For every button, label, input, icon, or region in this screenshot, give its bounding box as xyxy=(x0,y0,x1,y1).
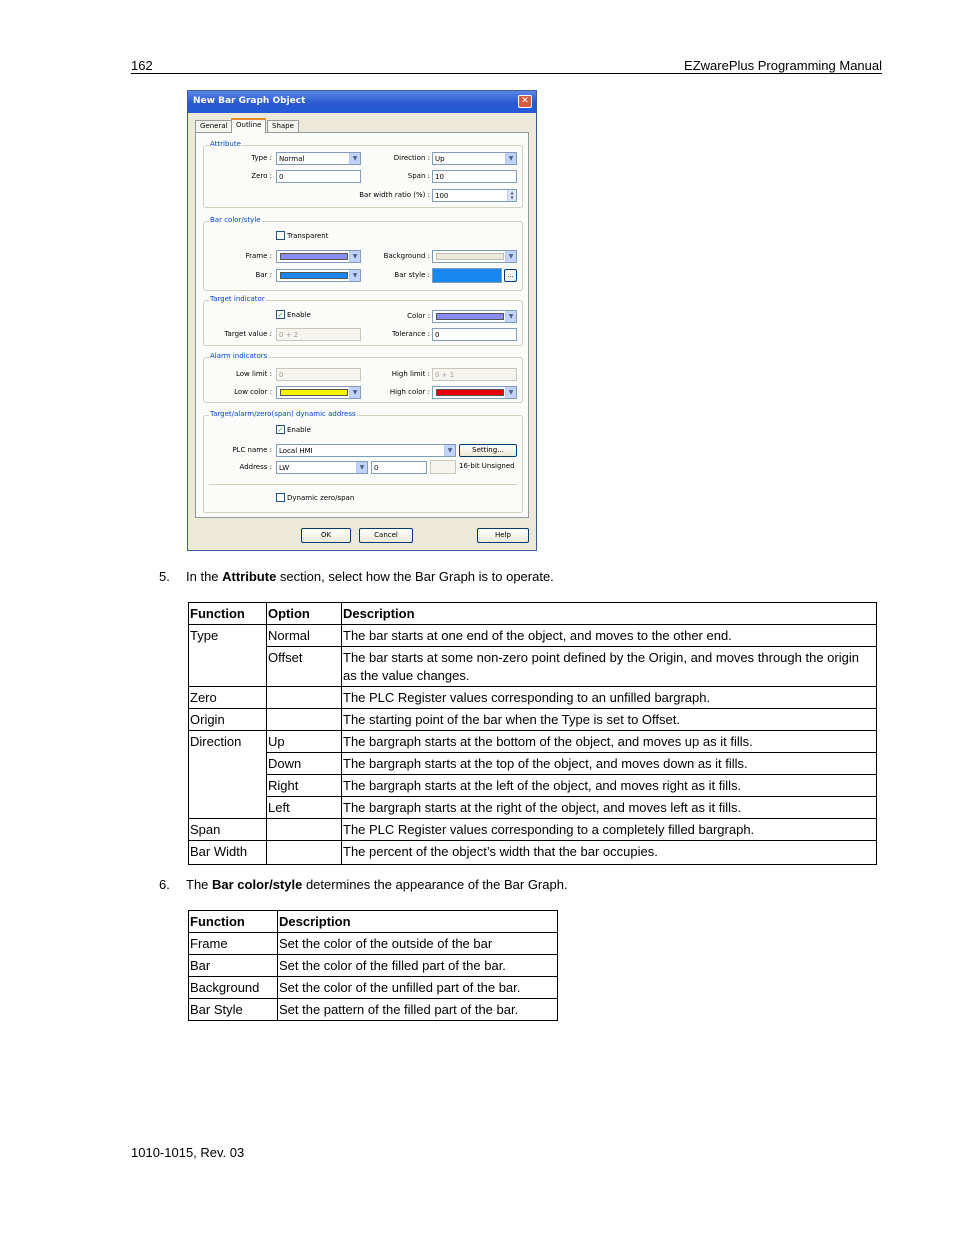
table-cell: Bar Width xyxy=(189,841,267,865)
table-cell: The bargraph starts at the bottom of the object, and moves up as it fills. xyxy=(342,731,877,753)
tolerance-input[interactable]: 0 xyxy=(432,328,517,341)
bar-style-label: Bar style : xyxy=(394,271,430,279)
dynamic-enable-label: Enable xyxy=(287,426,311,434)
table-cell: Type xyxy=(189,625,267,647)
table-cell: Set the pattern of the filled part of the bar. xyxy=(278,999,558,1021)
table-cell: The bar starts at some non-zero point defined by the Origin, and moves through the origin as the value changes. xyxy=(342,647,877,687)
table-cell: The bargraph starts at the left of the object, and moves right as it fills. xyxy=(342,775,877,797)
direction-label: Direction : xyxy=(393,154,430,162)
table-header: Description xyxy=(342,603,877,625)
table-cell xyxy=(267,819,342,841)
alarm-legend: Alarm indicators xyxy=(210,352,268,360)
ok-button[interactable]: OK xyxy=(301,528,351,543)
dialog-titlebar xyxy=(188,91,536,113)
table-cell: Origin xyxy=(189,709,267,731)
dynamic-zero-checkbox[interactable] xyxy=(276,493,285,502)
table-cell: Right xyxy=(267,775,342,797)
target-color-label: Color : xyxy=(407,312,430,320)
table-cell: Normal xyxy=(267,625,342,647)
zero-input[interactable]: 0 xyxy=(276,170,361,183)
step-text xyxy=(186,569,554,584)
table-row xyxy=(189,819,877,841)
table-cell: Up xyxy=(267,731,342,753)
group-divider xyxy=(209,484,517,485)
table-cell: The starting point of the bar when the Type is set to Offset. xyxy=(342,709,877,731)
table-row xyxy=(189,687,877,709)
table-header: Function xyxy=(189,911,278,933)
page-footer: 1010-1015, Rev. 03 xyxy=(131,1145,245,1160)
address-type-select[interactable] xyxy=(276,461,368,474)
address-input[interactable]: 0 xyxy=(371,461,427,474)
step-text xyxy=(186,877,568,892)
chevron-down-icon: ▼ xyxy=(505,153,516,164)
table-cell: Bar Style xyxy=(189,999,278,1021)
transparent-label: Transparent xyxy=(287,232,329,240)
page-number: 162 xyxy=(131,58,153,73)
target-enable-label: Enable xyxy=(287,311,311,319)
help-button[interactable]: Help xyxy=(477,528,529,543)
attribute-table xyxy=(188,602,877,865)
chevron-down-icon: ▼ xyxy=(505,387,516,398)
high-limit-label: High limit : xyxy=(391,370,430,378)
low-color-select[interactable] xyxy=(276,386,361,399)
attribute-legend: Attribute xyxy=(210,140,241,148)
type-select[interactable] xyxy=(276,152,361,165)
table-cell xyxy=(189,797,267,819)
bar-label: Bar : xyxy=(255,271,272,279)
table-row xyxy=(189,753,877,775)
plc-name-select[interactable] xyxy=(276,444,456,457)
table-row xyxy=(189,977,558,999)
table-cell: Direction xyxy=(189,731,267,753)
table-cell xyxy=(189,753,267,775)
bar-width-label: Bar width ratio (%) : xyxy=(359,191,430,199)
step-number: 5. xyxy=(159,569,170,584)
dynamic-address-legend: Target/alarm/zero(span) dynamic address xyxy=(210,410,356,418)
target-group xyxy=(203,295,523,346)
table-cell: Set the color of the unfilled part of the bar. xyxy=(278,977,558,999)
zero-label: Zero : xyxy=(251,172,272,180)
table-row xyxy=(189,955,558,977)
table-cell: Set the color of the outside of the bar xyxy=(278,933,558,955)
table-cell: The bar starts at one end of the object, and moves to the other end. xyxy=(342,625,877,647)
direction-select[interactable] xyxy=(432,152,517,165)
outline-panel xyxy=(195,132,529,518)
target-color-select[interactable] xyxy=(432,310,517,323)
chevron-down-icon: ▼ xyxy=(356,462,367,473)
table-cell: The PLC Register values corresponding to a completely filled bargraph. xyxy=(342,819,877,841)
table-row xyxy=(189,933,558,955)
table-header: Option xyxy=(267,603,342,625)
bar-style-browse-button[interactable]: ... xyxy=(504,269,517,282)
table-header: Description xyxy=(278,911,558,933)
transparent-checkbox[interactable] xyxy=(276,231,285,240)
target-color-swatch xyxy=(436,313,504,320)
table-cell: The PLC Register values corresponding to an unfilled bargraph. xyxy=(342,687,877,709)
tab-shape[interactable]: Shape xyxy=(267,120,299,133)
frame-color-swatch xyxy=(280,253,348,260)
low-limit-input[interactable]: 0 xyxy=(276,368,361,381)
table-row xyxy=(189,797,877,819)
table-cell xyxy=(189,647,267,687)
table-row xyxy=(189,647,877,687)
table-row xyxy=(189,841,877,865)
table-header: Function xyxy=(189,603,267,625)
manual-title: EZwarePlus Programming Manual xyxy=(684,58,882,73)
table-cell xyxy=(189,775,267,797)
plc-name-value: Local HMI xyxy=(279,447,313,455)
table-cell xyxy=(267,687,342,709)
chevron-down-icon: ▼ xyxy=(505,251,516,262)
step-text-pre: The xyxy=(186,877,213,892)
table-cell: Background xyxy=(189,977,278,999)
address-extra-box xyxy=(430,460,456,474)
table-cell: Offset xyxy=(267,647,342,687)
data-format-label: 16-bit Unsigned xyxy=(459,462,515,470)
bar-style-swatch xyxy=(432,268,502,283)
tab-outline[interactable]: Outline xyxy=(231,118,266,133)
dynamic-zero-label: Dynamic zero/span xyxy=(287,494,355,502)
cancel-button[interactable]: Cancel xyxy=(359,528,413,543)
chevron-down-icon: ▼ xyxy=(444,445,455,456)
close-icon[interactable]: ✕ xyxy=(518,95,532,108)
table-cell: The bargraph starts at the right of the object, and moves left as it fills. xyxy=(342,797,877,819)
bar-color-swatch xyxy=(280,272,348,279)
target-value-label: Target value : xyxy=(224,330,272,338)
table-header-row xyxy=(189,603,877,625)
table-row xyxy=(189,709,877,731)
step-text-bold: Attribute xyxy=(222,569,277,584)
span-input[interactable]: 10 xyxy=(432,170,517,183)
table-cell: Span xyxy=(189,819,267,841)
address-type-value: LW xyxy=(279,464,290,472)
table-cell: Down xyxy=(267,753,342,775)
background-color-select[interactable] xyxy=(432,250,517,263)
bar-color-legend: Bar color/style xyxy=(210,216,261,224)
plc-name-label: PLC name : xyxy=(232,446,272,454)
table-header-row xyxy=(189,911,558,933)
low-color-label: Low color : xyxy=(234,388,272,396)
high-color-label: High color : xyxy=(389,388,430,396)
table-row xyxy=(189,775,877,797)
step-text-post: section, select how the Bar Graph is to operate. xyxy=(276,569,554,584)
target-enable-checkbox[interactable]: ✓ xyxy=(277,311,284,319)
table-cell xyxy=(267,841,342,865)
setting-button[interactable]: Setting... xyxy=(459,444,517,457)
spinner-icon[interactable] xyxy=(507,190,516,201)
high-color-swatch xyxy=(436,389,504,396)
dynamic-address-group xyxy=(203,410,523,513)
dialog-title: New Bar Graph Object xyxy=(193,96,306,106)
attribute-group xyxy=(203,140,523,208)
high-color-select[interactable] xyxy=(432,386,517,399)
chevron-down-icon: ▼ xyxy=(349,251,360,262)
frame-color-select[interactable] xyxy=(276,250,361,263)
low-color-swatch xyxy=(280,389,348,396)
alarm-group xyxy=(203,352,523,403)
target-value-input[interactable]: 0 + 2 xyxy=(276,328,361,341)
table-cell: Set the color of the filled part of the bar. xyxy=(278,955,558,977)
bar-width-input[interactable] xyxy=(432,189,517,202)
table-row xyxy=(189,625,877,647)
table-cell: Left xyxy=(267,797,342,819)
chevron-down-icon: ▼ xyxy=(349,153,360,164)
bar-color-select[interactable] xyxy=(276,269,361,282)
chevron-down-icon: ▼ xyxy=(349,387,360,398)
dynamic-enable-checkbox[interactable]: ✓ xyxy=(277,426,284,434)
table-cell: Frame xyxy=(189,933,278,955)
high-limit-input[interactable]: 0 + 1 xyxy=(432,368,517,381)
direction-value: Up xyxy=(435,155,445,163)
bar-width-value: 100 xyxy=(435,192,449,200)
table-cell: Zero xyxy=(189,687,267,709)
table-cell: The percent of the object’s width that the bar occupies. xyxy=(342,841,877,865)
bar-color-group xyxy=(203,216,523,291)
page-header xyxy=(131,58,882,74)
spin-down-icon[interactable]: ▼ xyxy=(510,195,514,200)
background-label: Background : xyxy=(383,252,430,260)
bar-color-table xyxy=(188,910,558,1021)
type-value: Normal xyxy=(279,155,305,163)
step-text-pre: In the xyxy=(186,569,223,584)
table-row xyxy=(189,999,558,1021)
span-label: Span : xyxy=(407,172,430,180)
bar-graph-dialog xyxy=(187,90,537,551)
target-legend: Target indicator xyxy=(210,295,265,303)
frame-label: Frame : xyxy=(245,252,272,260)
low-limit-label: Low limit : xyxy=(236,370,272,378)
step-number: 6. xyxy=(159,877,170,892)
step-text-bold: Bar color/style xyxy=(212,877,303,892)
table-cell xyxy=(267,709,342,731)
chevron-down-icon: ▼ xyxy=(349,270,360,281)
chevron-down-icon: ▼ xyxy=(505,311,516,322)
tab-general[interactable]: General xyxy=(195,120,233,133)
table-row xyxy=(189,731,877,753)
table-cell: The bargraph starts at the top of the object, and moves down as it fills. xyxy=(342,753,877,775)
tolerance-label: Tolerance : xyxy=(392,330,430,338)
background-color-swatch xyxy=(436,253,504,260)
spin-up-icon[interactable]: ▲ xyxy=(510,190,514,195)
address-label: Address : xyxy=(239,463,272,471)
table-cell: Bar xyxy=(189,955,278,977)
type-label: Type : xyxy=(251,154,272,162)
step-text-post: determines the appearance of the Bar Graph. xyxy=(302,877,568,892)
